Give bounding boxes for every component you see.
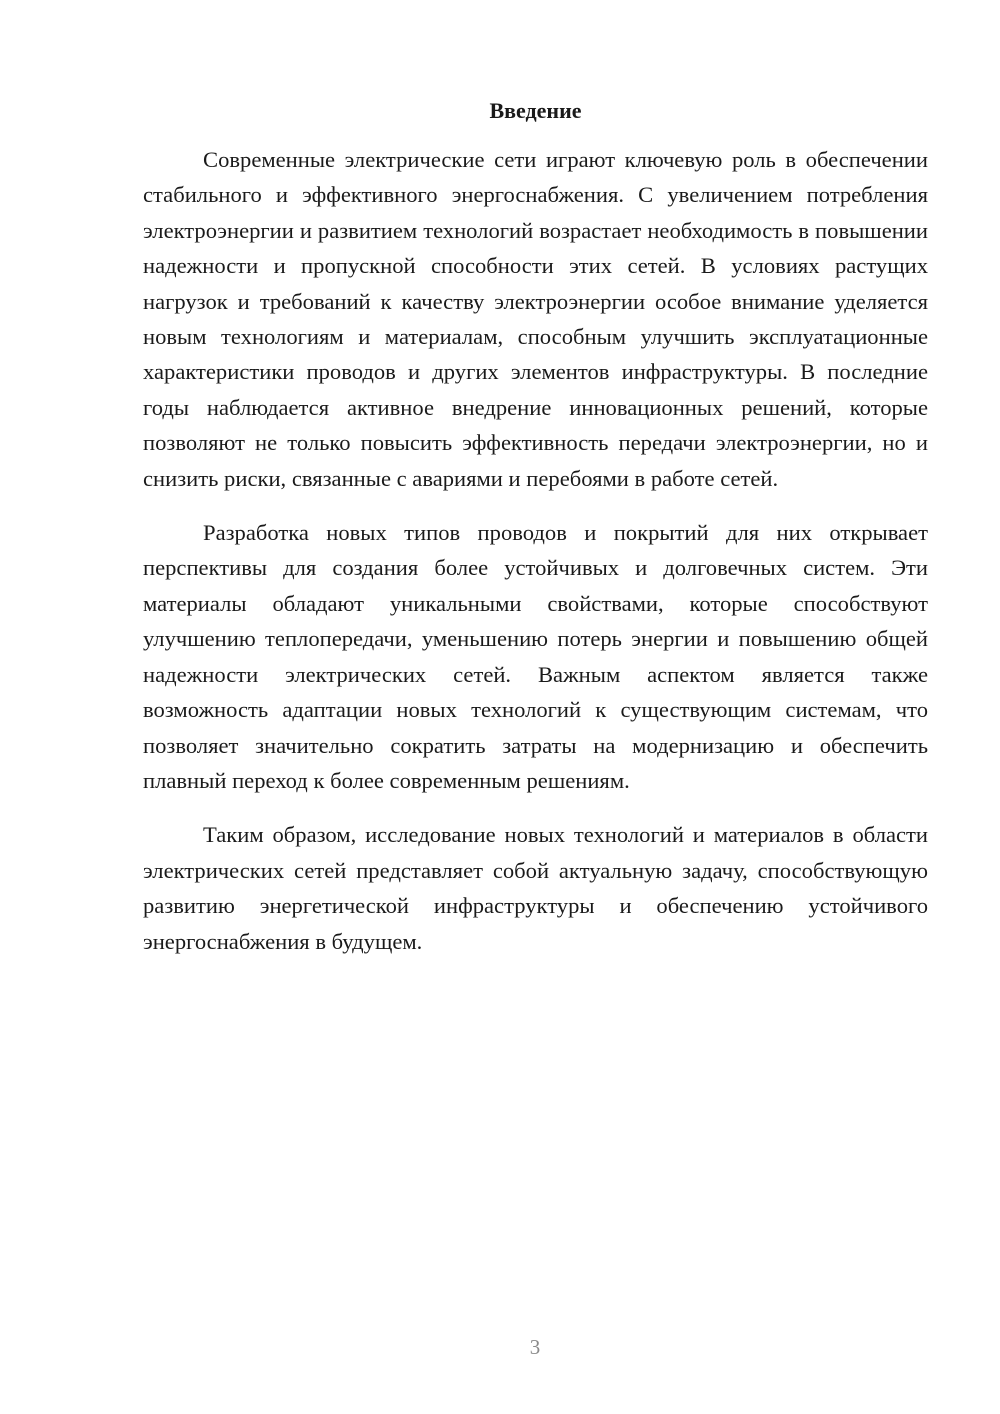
body-text	[143, 142, 928, 978]
paragraph-1: Современные электрические сети играют ключевую роль в обеспечении стабильного и эффективного энергоснабжения. С увеличением потребления электроэнергии и развитием технологий возрастает необходимость в повышении надежности и пропускной способности этих сетей. В условиях растущих нагрузок и требований к качеству электроэнергии особое внимание уделяется новым технологиям и материалам, способным улучшить эксплуатационные характеристики проводов и других элементов инфраструктуры. В последние годы наблюдается активное внедрение инновационных решений, которые позволяют не только повысить эффективность передачи электроэнергии, но и снизить риски, связанные с авариями и перебоями в работе сетей.	[143, 147, 928, 491]
paragraph-3: Таким образом, исследование новых технологий и материалов в области электрических сетей представляет собой актуальную задачу, способствующую развитию энергетической инфраструктуры и обеспечению устойчивого энергоснабжения в будущем.	[143, 822, 928, 954]
paragraph-2: Разработка новых типов проводов и покрытий для них открывает перспективы для создания более устойчивых и долговечных систем. Эти материалы обладают уникальными свойствами, которые способствуют улучшению теплопередачи, уменьшению потерь энергии и повышению общей надежности электрических сетей. Важным аспектом является также возможность адаптации новых технологий к существующим системам, что позволяет значительно сократить затраты на модернизацию и обеспечить плавный переход к более современным решениям.	[143, 520, 928, 793]
page-title: Введение	[489, 98, 582, 123]
page-number: 3	[529, 1335, 541, 1359]
